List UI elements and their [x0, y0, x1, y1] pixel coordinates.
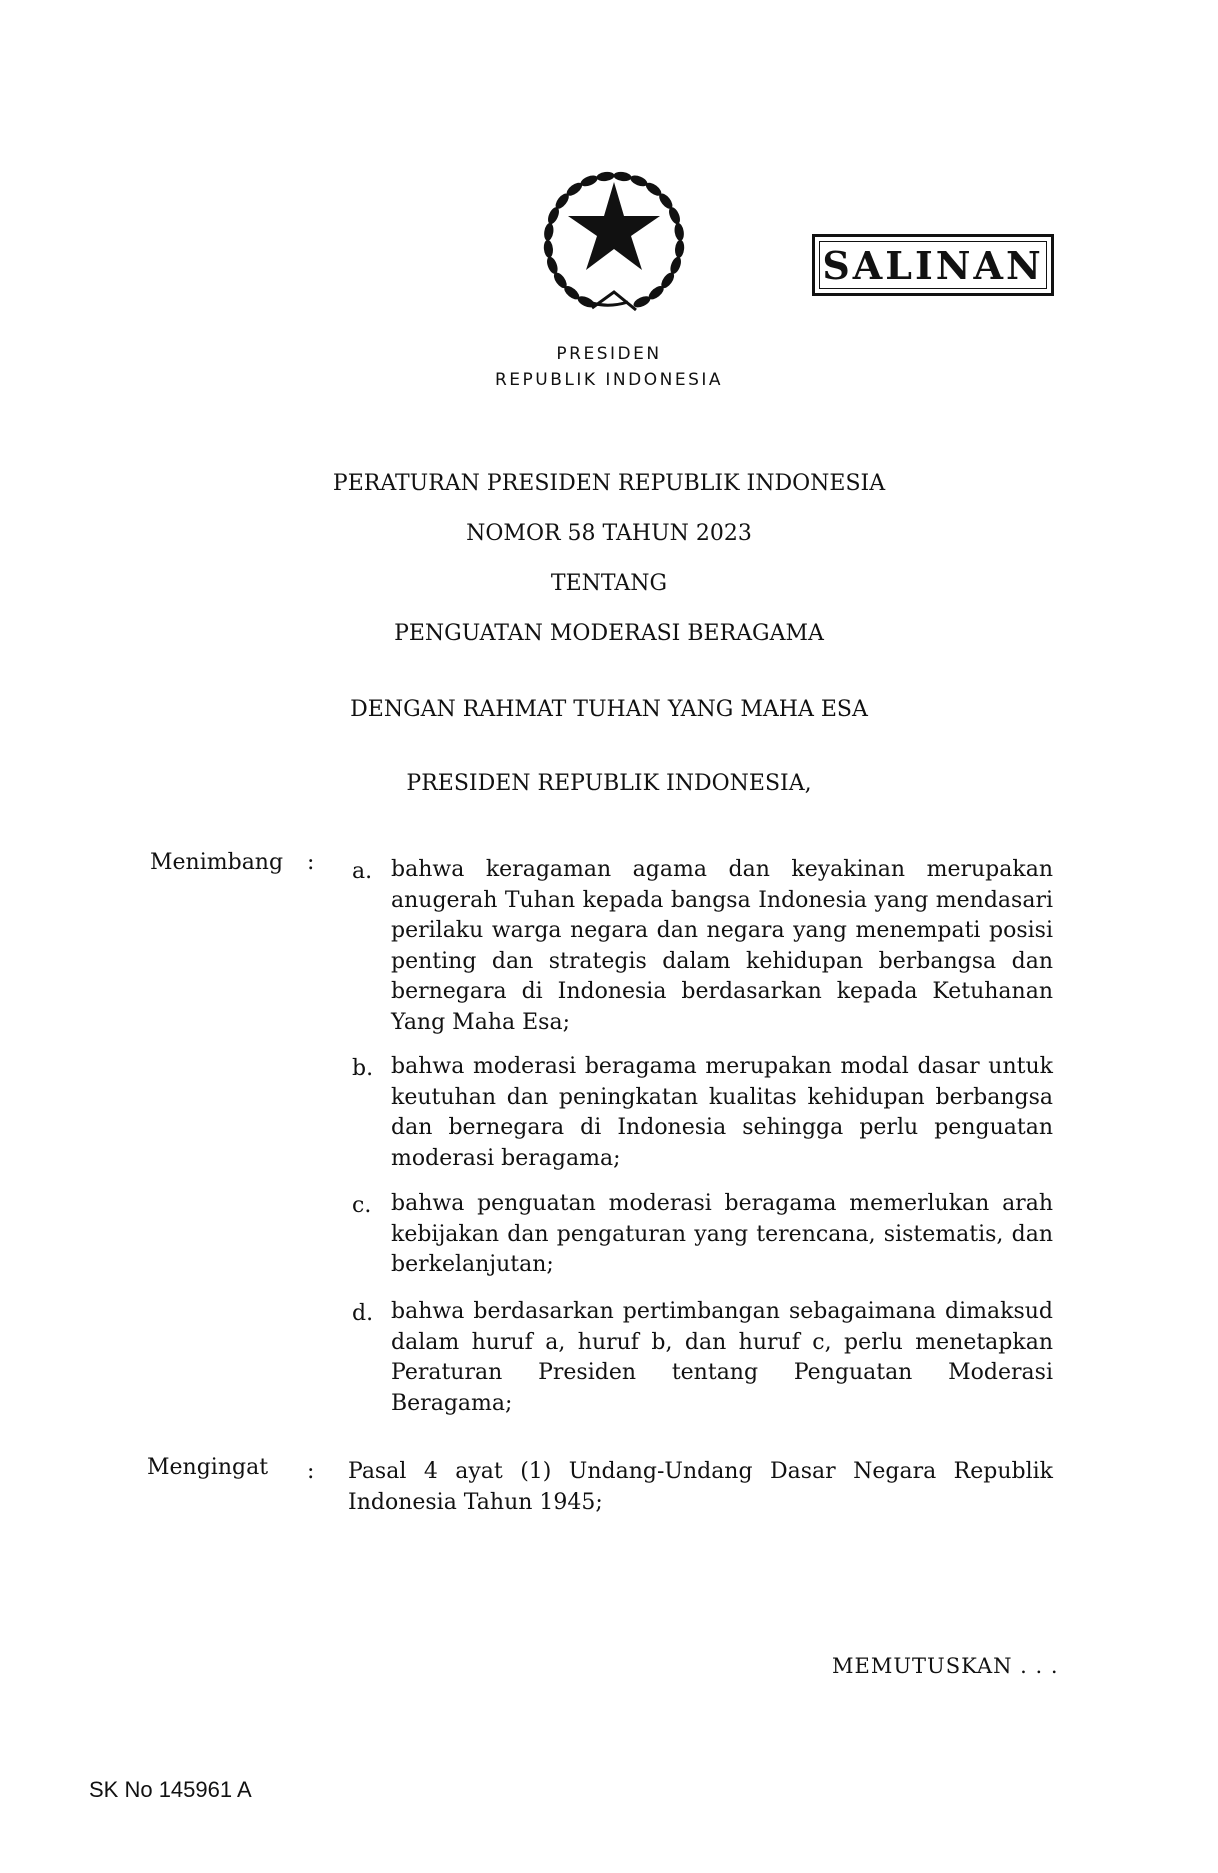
consideration-d: bahwa berdasarkan pertimbangan sebagaimana dimaksud dalam huruf a, huruf b, dan huruf c, perlu menetapkan Peraturan Presiden tentang Penguatan Moderasi Beragama;: [391, 1299, 1053, 1416]
sk-number: SK No 145961 A: [89, 1777, 252, 1802]
wreath-leaf-icon: [629, 173, 649, 188]
ribbon-icon: [580, 292, 636, 310]
org-line-2: REPUBLIK INDONESIA: [494, 370, 724, 390]
garuda-star-emblem-icon: [532, 160, 697, 325]
regulation-subject: PENGUATAN MODERASI BERAGAMA: [394, 621, 824, 646]
consideration-marker-a: a.: [352, 859, 373, 884]
wreath-leaf-icon: [673, 222, 685, 241]
authority-line: PRESIDEN REPUBLIK INDONESIA,: [406, 771, 812, 796]
wreath-leaf-icon: [674, 239, 685, 258]
consideration-marker-c: c.: [352, 1193, 372, 1218]
consideration-a: bahwa keragaman agama dan keyakinan merupakan anugerah Tuhan kepada bangsa Indonesia yang mendasari perilaku warga negara dan negara yang menempati posisi penting dan strategis dalam kehidupan berbangsa dan bernegara di Indonesia berdasarkan kepada Ketuhanan Yang Maha Esa;: [391, 857, 1053, 1035]
regulation-number: NOMOR 58 TAHUN 2023: [466, 521, 752, 546]
catchword: MEMUTUSKAN . . .: [832, 1654, 1059, 1678]
wreath-leaf-icon: [545, 255, 560, 275]
mengingat-label: Mengingat: [147, 1455, 269, 1480]
regulation-about: TENTANG: [550, 571, 668, 596]
wreath-leaf-icon: [596, 171, 615, 182]
mengingat-colon: :: [307, 1459, 315, 1484]
star-icon: [568, 182, 660, 270]
org-line-1: PRESIDEN: [556, 344, 662, 364]
invocation: DENGAN RAHMAT TUHAN YANG MAHA ESA: [350, 697, 868, 722]
legal-basis: Pasal 4 ayat (1) Undang-Undang Dasar Negara Republik Indonesia Tahun 1945;: [348, 1459, 1053, 1515]
consideration-b: bahwa moderasi beragama merupakan modal dasar untuk keutuhan dan peningkatan kualitas kehidupan berbangsa dan bernegara di Indonesia sehingga perlu penguatan moderasi beragama;: [391, 1054, 1053, 1171]
menimbang-colon: :: [307, 850, 315, 875]
consideration-marker-d: d.: [352, 1301, 374, 1326]
menimbang-label: Menimbang: [150, 850, 284, 875]
wreath-leaf-icon: [543, 222, 555, 241]
wreath-leaf-icon: [668, 255, 683, 275]
regulation-title: PERATURAN PRESIDEN REPUBLIK INDONESIA: [332, 471, 886, 496]
wreath-leaf-icon: [543, 239, 554, 258]
consideration-c: bahwa penguatan moderasi beragama memerlukan arah kebijakan dan pengaturan yang terencana, sistematis, dan berkelanjutan;: [391, 1191, 1053, 1277]
salinan-stamp: [812, 234, 1054, 296]
stamp-text: SALINAN: [819, 241, 1047, 289]
wreath-leaf-icon: [579, 173, 599, 188]
wreath-leaf-icon: [613, 171, 632, 182]
consideration-marker-b: b.: [352, 1056, 374, 1081]
